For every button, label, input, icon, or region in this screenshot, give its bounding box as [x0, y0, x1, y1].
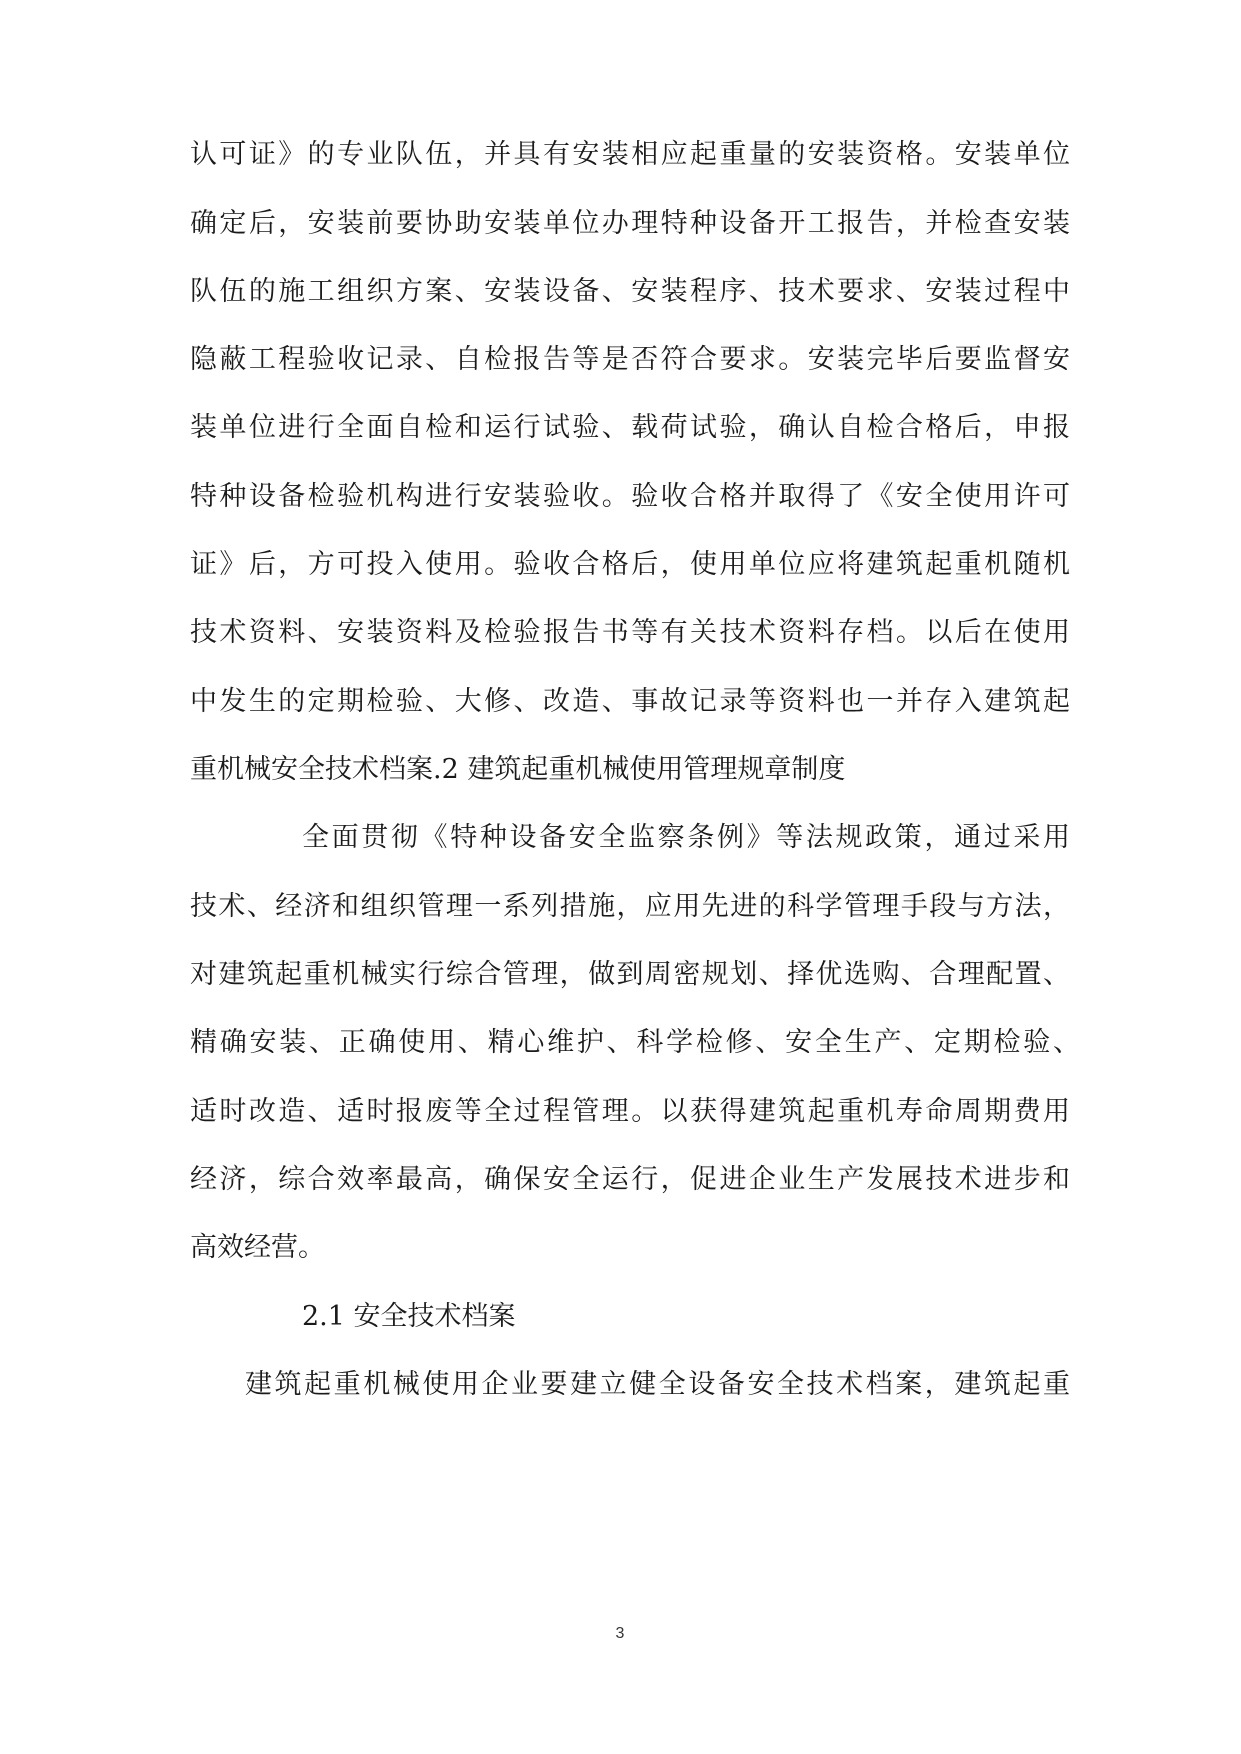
- page-number: 3: [615, 1625, 625, 1642]
- text-line: 特种设备检验机构进行安装验收。验收合格并取得了《安全使用许可: [190, 481, 1070, 512]
- text-line: 确定后，安装前要协助安装单位办理特种设备开工报告，并检查安装: [190, 208, 1070, 239]
- text-line: 认可证》的专业队伍，并具有安装相应起重量的安装资格。安装单位: [190, 139, 1070, 170]
- text-line: 队伍的施工组织方案、安装设备、安装程序、技术要求、安装过程中: [190, 276, 1070, 307]
- text-line: 重机械安全技术档案.2 建筑起重机械使用管理规章制度: [190, 754, 846, 785]
- text-line: 对建筑起重机械实行综合管理，做到周密规划、择优选购、合理配置、: [190, 959, 1070, 990]
- text-line: 经济，综合效率最高，确保安全运行，促进企业生产发展技术进步和: [190, 1164, 1070, 1195]
- text-line: 证》后，方可投入使用。验收合格后，使用单位应将建筑起重机随机: [190, 549, 1070, 580]
- text-line: 精确安装、正确使用、精心维护、科学检修、安全生产、定期检验、: [190, 1027, 1080, 1058]
- text-line: 技术资料、安装资料及检验报告书等有关技术资料存档。以后在使用: [190, 617, 1070, 648]
- paragraph-first-line: 建筑起重机械使用企业要建立健全设备安全技术档案，建筑起重: [245, 1369, 1070, 1400]
- section-heading: 2.1 安全技术档案: [302, 1301, 516, 1332]
- text-line: 装单位进行全面自检和运行试验、载荷试验，确认自检合格后，申报: [190, 412, 1070, 443]
- text-line: 技术、经济和组织管理一系列措施，应用先进的科学管理手段与方法，: [190, 891, 1070, 922]
- paragraph-first-line: 全面贯彻《特种设备安全监察条例》等法规政策，通过采用: [302, 822, 1070, 853]
- text-line: 中发生的定期检验、大修、改造、事故记录等资料也一并存入建筑起: [190, 686, 1070, 717]
- text-line: 隐蔽工程验收记录、自检报告等是否符合要求。安装完毕后要监督安: [190, 344, 1070, 375]
- text-line: 高效经营。: [190, 1232, 325, 1263]
- text-line: 适时改造、适时报废等全过程管理。以获得建筑起重机寿命周期费用: [190, 1096, 1070, 1127]
